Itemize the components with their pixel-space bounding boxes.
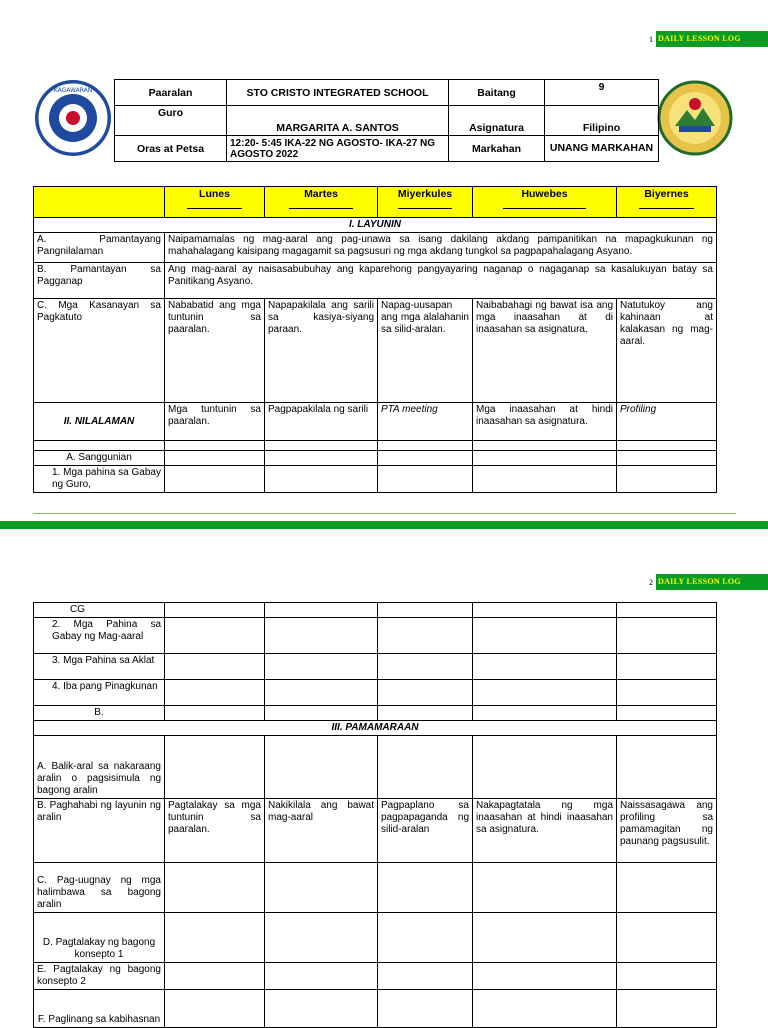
gabay-guro-cont: CG bbox=[34, 603, 165, 618]
page-header-tag-2 bbox=[649, 574, 768, 590]
daily-lesson-log-title: DAILY LESSON LOG bbox=[656, 31, 768, 47]
kasanayan-biyernes: Natutukoy ang kahinaan at kalakasan ng mag-aaral. bbox=[617, 299, 717, 403]
oras-value: 12:20- 5:45 IKA-22 NG AGOSTO- IKA-27 NG AGOSTO 2022 bbox=[227, 136, 449, 162]
nilalaman-miyerkules: PTA meeting bbox=[378, 403, 473, 441]
nilalaman-huwebes: Mga inaasahan at hindi inaasahan sa asignatura. bbox=[473, 403, 617, 441]
pag-uugnay-label: C. Pag-uugnay ng mga halimbawa sa bagong aralin bbox=[34, 863, 165, 913]
day-martes: Martes bbox=[265, 187, 378, 218]
paaralan-value: STO CRISTO INTEGRATED SCHOOL bbox=[227, 80, 449, 106]
deped-seal-icon bbox=[35, 80, 111, 156]
page-number-2: 2 bbox=[649, 577, 653, 587]
division-seal-icon bbox=[657, 80, 733, 156]
school-info-table bbox=[114, 79, 659, 162]
pamantayang-label: A. Pamantayang Pangnilalaman bbox=[34, 233, 165, 263]
markahan-value: UNANG MARKAHAN bbox=[545, 136, 659, 162]
lesson-log-table-page1 bbox=[33, 186, 717, 493]
kasanayan-martes: Napapakilala ang sarili sa kasiya-siyang paraan. bbox=[265, 299, 378, 403]
corner-cell bbox=[34, 187, 165, 218]
day-lunes: Lunes bbox=[165, 187, 265, 218]
paghahabi-label: B. Paghahabi ng layunin ng aralin bbox=[34, 799, 165, 863]
markahan-label: Markahan bbox=[449, 136, 545, 162]
page-footer-band bbox=[0, 521, 768, 529]
nilalaman-biyernes: Profiling bbox=[617, 403, 717, 441]
pagganap-label: B. Pamantayan sa Pagganap bbox=[34, 263, 165, 299]
balik-aral-label: A. Balik-aral sa nakaraang aralin o pagsisimula ng bagong aralin bbox=[34, 736, 165, 799]
nilalaman-lunes: Mga tuntunin sa paaralan. bbox=[165, 403, 265, 441]
konsepto1-label: D. Pagtalakay ng bagong konsepto 1 bbox=[34, 913, 165, 963]
section-layunin: I. LAYUNIN bbox=[34, 218, 717, 233]
paghahabi-miyerkules: Pagpaplano sa pagpapaganda ng silid-aralan bbox=[378, 799, 473, 863]
guro-label: Guro bbox=[115, 106, 227, 136]
day-huwebes: Huwebes bbox=[473, 187, 617, 218]
asignatura-label: Asignatura bbox=[449, 106, 545, 136]
pamantayang-value: Naipamamalas ng mag-aaral ang pag-unawa sa isang dakilang akdang pampanitikan na mapagkukunan ng mahahalagang kaisipang magagamit sa pagsusuri ng mga akdang tungkol sa pagpapahalagang Asyano. bbox=[165, 233, 717, 263]
pagganap-value: Ang mag-aaral ay naisasabubuhay ang kaparehong pangyayaring naganap o nagaganap sa kasalukuyan batay sa Panitikang Asyano. bbox=[165, 263, 717, 299]
guro-value: MARGARITA A. SANTOS bbox=[227, 106, 449, 136]
blank-cell bbox=[34, 441, 165, 451]
gabay-magaaral-label: 2. Mga Pahina sa Gabay ng Mag-aaral bbox=[34, 618, 165, 654]
gabay-guro-label: 1. Mga pahina sa Gabay ng Guro, bbox=[34, 466, 165, 493]
b-row-label: B. bbox=[34, 706, 165, 721]
kasanayan-miyerkules: Napag-uusapan ang mga alalahanin sa silid-aralan. bbox=[378, 299, 473, 403]
page-divider-line bbox=[33, 513, 736, 514]
paghahabi-biyernes: Naissasagawa ang profiling sa pamamagitan ng paunang pagsusulit. bbox=[617, 799, 717, 863]
page-number: 1 bbox=[649, 34, 653, 44]
section-nilalaman: II. NILALAMAN bbox=[34, 403, 165, 441]
paglinang-label: F. Paglinang sa kabihasnan bbox=[34, 990, 165, 1028]
nilalaman-martes: Pagpapakilala ng sarili bbox=[265, 403, 378, 441]
section-pamamaraan: III. PAMAMARAAN bbox=[34, 721, 717, 736]
oras-label: Oras at Petsa bbox=[115, 136, 227, 162]
day-biyernes: Biyernes bbox=[617, 187, 717, 218]
asignatura-value: Filipino bbox=[545, 106, 659, 136]
kasanayan-lunes: Nababatid ang mga tuntunin sa paaralan. bbox=[165, 299, 265, 403]
day-miyerkules: Miyerkules bbox=[378, 187, 473, 218]
paghahabi-martes: Nakikilala ang bawat mag-aaral bbox=[265, 799, 378, 863]
aklat-label: 3. Mga Pahina sa Aklat bbox=[34, 654, 165, 680]
paghahabi-lunes: Pagtalakay sa mga tuntunin sa paaralan. bbox=[165, 799, 265, 863]
konsepto2-label: E. Pagtalakay ng bagong konsepto 2 bbox=[34, 963, 165, 990]
paghahabi-huwebes: Nakapagtatala ng mga inaasahan at hindi inaasahan sa asignatura. bbox=[473, 799, 617, 863]
paaralan-label: Paaralan bbox=[115, 80, 227, 106]
baitang-label: Baitang bbox=[449, 80, 545, 106]
daily-lesson-log-title-2: DAILY LESSON LOG bbox=[656, 574, 768, 590]
lesson-log-table-page2 bbox=[33, 602, 717, 1028]
baitang-value: 9 bbox=[545, 80, 659, 106]
iba-pang-label: 4. Iba pang Pinagkunan bbox=[34, 680, 165, 706]
kasanayan-huwebes: Naibabahagi ng bawat isa ang mga inaasahan at di inaasahan sa asignatura. bbox=[473, 299, 617, 403]
sanggunian-label: A. Sanggunian bbox=[34, 451, 165, 466]
svg-text:KAGAWARAN: KAGAWARAN bbox=[53, 87, 93, 94]
page-header-tag bbox=[649, 31, 768, 47]
kasanayan-label: C. Mga Kasanayan sa Pagkatuto bbox=[34, 299, 165, 403]
